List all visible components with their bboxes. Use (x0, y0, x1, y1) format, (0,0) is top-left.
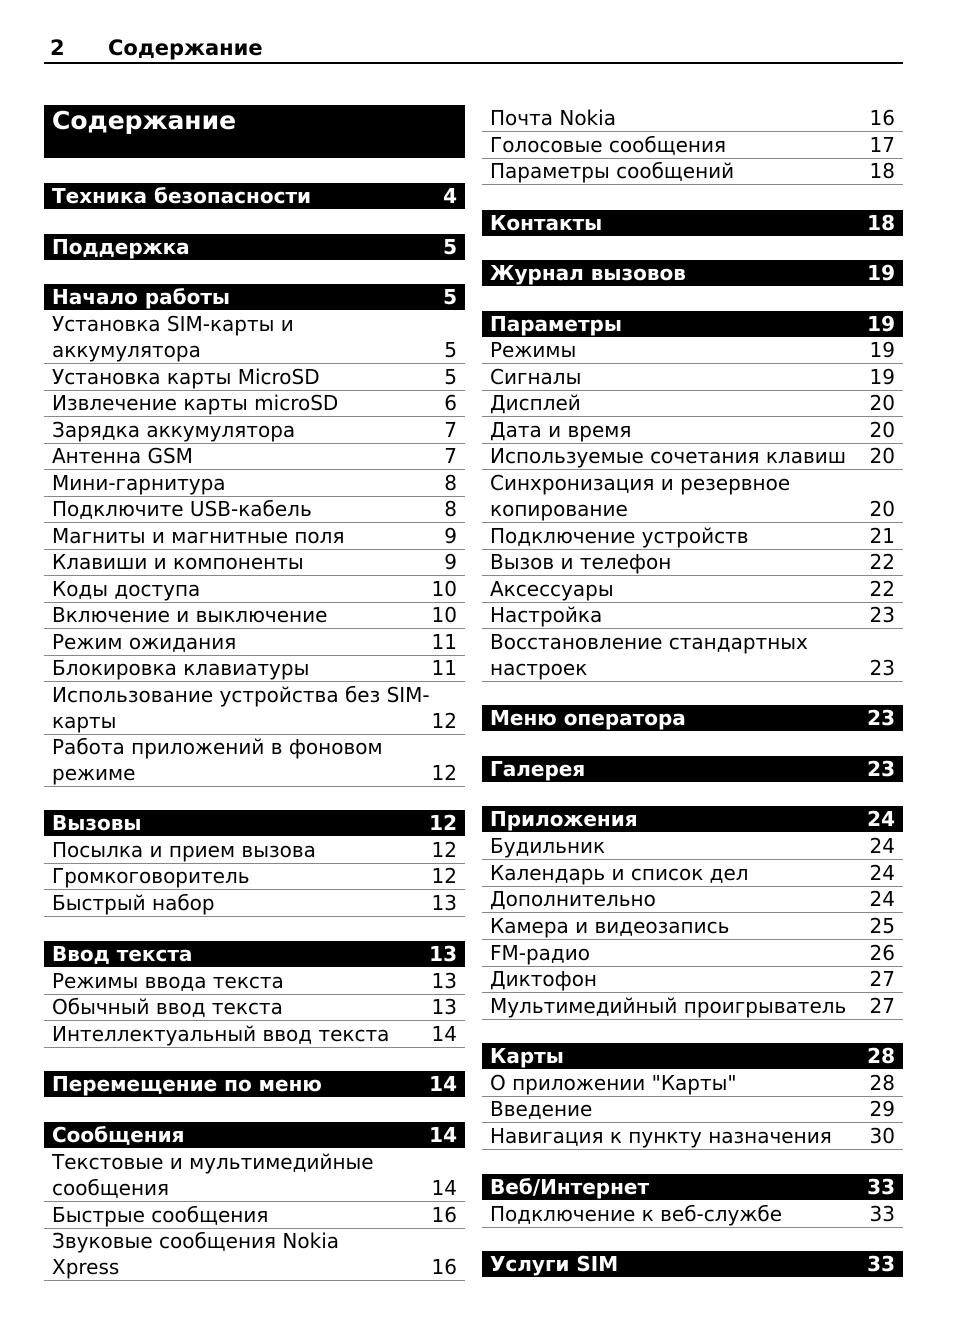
section-label: Сообщения (52, 1123, 185, 1147)
toc-entry[interactable] (44, 734, 465, 787)
entry-page-number: 12 (431, 838, 457, 862)
section-page-number: 19 (867, 312, 895, 336)
entry-page-number: 14 (431, 1022, 457, 1046)
entry-label-continued: Xpress (52, 1255, 120, 1279)
section-label: Меню оператора (490, 706, 686, 730)
entry-label: Режимы (490, 338, 577, 362)
entry-page-number: 9 (444, 524, 457, 548)
toc-entry[interactable] (44, 549, 465, 576)
page-number: 2 (50, 36, 65, 60)
entry-page-number: 9 (444, 550, 457, 574)
entry-label: Будильник (490, 834, 606, 858)
entry-page-number: 7 (444, 418, 457, 442)
toc-entry[interactable] (482, 993, 903, 1020)
section-label: Веб/Интернет (490, 1175, 650, 1199)
toc-section-heading[interactable] (44, 810, 465, 836)
entry-label-continued: настроек (490, 656, 588, 680)
entry-page-number: 16 (869, 106, 895, 130)
toc-entry[interactable] (482, 886, 903, 913)
toc-section-heading[interactable] (44, 183, 465, 209)
entry-label: Обычный ввод текста (52, 995, 283, 1019)
entry-label: Подключение устройств (490, 524, 749, 548)
toc-entry[interactable] (482, 1096, 903, 1123)
toc-section-heading[interactable] (482, 311, 903, 337)
entry-label: Установка SIM-карты и (52, 312, 294, 336)
toc-entry[interactable] (44, 682, 465, 735)
entry-label: Включение и выключение (52, 603, 328, 627)
toc-entry[interactable] (44, 629, 465, 656)
entry-page-number: 5 (444, 365, 457, 389)
entry-label: Восстановление стандартных (490, 630, 808, 654)
toc-entry[interactable] (44, 523, 465, 550)
section-page-number: 33 (867, 1175, 895, 1199)
entry-page-number: 11 (431, 656, 457, 680)
section-label: Вызовы (52, 811, 142, 835)
entry-page-number: 16 (431, 1203, 457, 1227)
entry-label: Звуковые сообщения Nokia (52, 1229, 340, 1253)
section-page-number: 33 (867, 1252, 895, 1276)
toc-entry[interactable] (482, 523, 903, 550)
entry-label: Посылка и прием вызова (52, 838, 316, 862)
toc-entry[interactable] (482, 549, 903, 576)
toc-entry[interactable] (44, 496, 465, 523)
toc-entry[interactable] (482, 364, 903, 391)
entry-label: Синхронизация и резервное (490, 471, 791, 495)
entry-page-number: 14 (431, 1176, 457, 1200)
entry-page-number: 27 (869, 994, 895, 1018)
entry-page-number: 5 (444, 338, 457, 362)
entry-label: Громкоговоритель (52, 864, 250, 888)
section-page-number: 5 (443, 285, 457, 309)
entry-page-number: 12 (431, 761, 457, 785)
toc-entry[interactable] (44, 1021, 465, 1048)
entry-page-number: 24 (869, 887, 895, 911)
toc-entry[interactable] (482, 390, 903, 417)
entry-page-number: 25 (869, 914, 895, 938)
toc-section-heading[interactable] (482, 1043, 903, 1069)
entry-page-number: 13 (431, 891, 457, 915)
entry-label: Текстовые и мультимедийные (52, 1150, 374, 1174)
entry-page-number: 18 (869, 159, 895, 183)
toc-section-heading[interactable] (482, 210, 903, 236)
section-page-number: 23 (867, 706, 895, 730)
section-label: Галерея (490, 757, 586, 781)
section-page-number: 14 (429, 1072, 457, 1096)
toc-entry[interactable] (482, 417, 903, 444)
entry-label: FM-радио (490, 941, 590, 965)
toc-entry[interactable] (44, 1149, 465, 1202)
toc-entry[interactable] (482, 1201, 903, 1228)
section-label: Параметры (490, 312, 622, 336)
entry-page-number: 8 (444, 471, 457, 495)
toc-entry[interactable] (482, 940, 903, 967)
entry-page-number: 20 (869, 391, 895, 415)
toc-entry[interactable] (44, 1228, 465, 1281)
entry-page-number: 6 (444, 391, 457, 415)
entry-page-number: 19 (869, 338, 895, 362)
entry-page-number: 30 (869, 1124, 895, 1148)
entry-label-continued: карты (52, 709, 117, 733)
toc-entry[interactable] (44, 890, 465, 917)
toc-entry[interactable] (482, 602, 903, 629)
toc-entry[interactable] (482, 105, 903, 132)
toc-section-heading[interactable] (44, 1122, 465, 1148)
section-page-number: 4 (443, 184, 457, 208)
toc-entry[interactable] (44, 364, 465, 391)
entry-label: Режим ожидания (52, 630, 237, 654)
section-label: Приложения (490, 807, 638, 831)
entry-label: Календарь и список дел (490, 861, 749, 885)
entry-label: Вызов и телефон (490, 550, 672, 574)
toc-section-heading[interactable] (482, 260, 903, 286)
entry-page-number: 16 (431, 1255, 457, 1279)
toc-entry[interactable] (44, 443, 465, 470)
toc-section-heading[interactable] (482, 1174, 903, 1200)
entry-label: Быстрый набор (52, 891, 215, 915)
toc-section-heading[interactable] (482, 1251, 903, 1277)
entry-label: Подключите USB-кабель (52, 497, 312, 521)
entry-label: Блокировка клавиатуры (52, 656, 310, 680)
entry-page-number: 8 (444, 497, 457, 521)
entry-label: Аксессуары (490, 577, 614, 601)
page-header (44, 34, 903, 64)
section-page-number: 23 (867, 757, 895, 781)
entry-page-number: 11 (431, 630, 457, 654)
toc-entry[interactable] (44, 311, 465, 364)
entry-label: О приложении "Карты" (490, 1071, 737, 1095)
toc-entry[interactable] (482, 443, 903, 470)
entry-label: Клавиши и компоненты (52, 550, 304, 574)
toc-entry[interactable] (482, 1070, 903, 1097)
entry-page-number: 10 (431, 577, 457, 601)
toc-section-heading[interactable] (482, 756, 903, 782)
entry-label: Дата и время (490, 418, 632, 442)
entry-label: Параметры сообщений (490, 159, 735, 183)
toc-title: Содержание (52, 106, 237, 135)
entry-label: Голосовые сообщения (490, 133, 726, 157)
entry-page-number: 19 (869, 365, 895, 389)
entry-page-number: 21 (869, 524, 895, 548)
entry-label: Мини-гарнитура (52, 471, 226, 495)
toc-entry[interactable] (44, 994, 465, 1021)
toc-entry[interactable] (44, 968, 465, 995)
entry-label: Навигация к пункту назначения (490, 1124, 832, 1148)
entry-label: Установка карты MicroSD (52, 365, 320, 389)
toc-entry[interactable] (482, 913, 903, 940)
entry-label: Подключение к веб-службе (490, 1202, 783, 1226)
entry-page-number: 26 (869, 941, 895, 965)
entry-page-number: 10 (431, 603, 457, 627)
entry-label-continued: сообщения (52, 1176, 170, 1200)
toc-entry[interactable] (44, 417, 465, 444)
toc-entry[interactable] (44, 390, 465, 417)
entry-page-number: 17 (869, 133, 895, 157)
toc-entry[interactable] (482, 629, 903, 682)
toc-entry[interactable] (482, 337, 903, 364)
section-page-number: 28 (867, 1044, 895, 1068)
section-label: Журнал вызовов (490, 261, 686, 285)
entry-label: Используемые сочетания клавиш (490, 444, 847, 468)
entry-label: Использование устройства без SIM- (52, 683, 430, 707)
toc-section-heading[interactable] (44, 941, 465, 967)
entry-label: Коды доступа (52, 577, 201, 601)
toc-section-heading[interactable] (482, 705, 903, 731)
entry-label: Зарядка аккумулятора (52, 418, 296, 442)
toc-entry[interactable] (482, 470, 903, 523)
section-label: Перемещение по меню (52, 1072, 322, 1096)
entry-label-continued: аккумулятора (52, 338, 201, 362)
section-page-number: 19 (867, 261, 895, 285)
section-label: Начало работы (52, 285, 231, 309)
toc-section-heading[interactable] (482, 806, 903, 832)
entry-label: Антенна GSM (52, 444, 193, 468)
entry-label: Дисплей (490, 391, 581, 415)
entry-page-number: 22 (869, 577, 895, 601)
entry-page-number: 22 (869, 550, 895, 574)
toc-entry[interactable] (482, 966, 903, 993)
entry-page-number: 27 (869, 967, 895, 991)
entry-page-number: 24 (869, 861, 895, 885)
entry-page-number: 33 (869, 1202, 895, 1226)
toc-entry[interactable] (482, 1123, 903, 1150)
section-label: Ввод текста (52, 942, 193, 966)
entry-page-number: 29 (869, 1097, 895, 1121)
toc-entry[interactable] (482, 576, 903, 603)
section-page-number: 13 (429, 942, 457, 966)
entry-label: Почта Nokia (490, 106, 616, 130)
entry-page-number: 20 (869, 497, 895, 521)
page-header-title: Содержание (108, 36, 263, 60)
entry-label: Работа приложений в фоновом (52, 735, 383, 759)
entry-label: Сигналы (490, 365, 582, 389)
toc-entry[interactable] (44, 576, 465, 603)
entry-page-number: 23 (869, 656, 895, 680)
toc-section-heading[interactable] (44, 1071, 465, 1097)
entry-label-continued: копирование (490, 497, 628, 521)
toc-entry[interactable] (482, 860, 903, 887)
toc-title-box (44, 105, 465, 158)
toc-entry[interactable] (44, 470, 465, 497)
entry-label: Интеллектуальный ввод текста (52, 1022, 390, 1046)
entry-label: Извлечение карты microSD (52, 391, 339, 415)
section-page-number: 12 (429, 811, 457, 835)
toc-entry[interactable] (44, 655, 465, 682)
entry-label: Камера и видеозапись (490, 914, 730, 938)
entry-label-continued: режиме (52, 761, 136, 785)
entry-page-number: 23 (869, 603, 895, 627)
entry-label: Режимы ввода текста (52, 969, 284, 993)
section-label: Услуги SIM (490, 1252, 619, 1276)
toc-entry[interactable] (482, 132, 903, 159)
toc-entry[interactable] (44, 1202, 465, 1229)
toc-entry[interactable] (44, 863, 465, 890)
entry-label: Магниты и магнитные поля (52, 524, 345, 548)
entry-page-number: 13 (431, 995, 457, 1019)
toc-entry[interactable] (44, 837, 465, 864)
entry-page-number: 24 (869, 834, 895, 858)
entry-page-number: 20 (869, 418, 895, 442)
entry-label: Введение (490, 1097, 593, 1121)
section-label: Контакты (490, 211, 603, 235)
section-page-number: 14 (429, 1123, 457, 1147)
entry-page-number: 20 (869, 444, 895, 468)
entry-label: Диктофон (490, 967, 598, 991)
entry-label: Дополнительно (490, 887, 656, 911)
section-label: Техника безопасности (52, 184, 312, 208)
toc-entry[interactable] (482, 833, 903, 860)
toc-section-heading[interactable] (44, 284, 465, 310)
entry-page-number: 12 (431, 864, 457, 888)
entry-label: Мультимедийный проигрыватель (490, 994, 847, 1018)
entry-page-number: 28 (869, 1071, 895, 1095)
entry-page-number: 13 (431, 969, 457, 993)
entry-label: Настройка (490, 603, 603, 627)
section-page-number: 24 (867, 807, 895, 831)
toc-entry[interactable] (44, 602, 465, 629)
entry-label: Быстрые сообщения (52, 1203, 269, 1227)
section-page-number: 18 (867, 211, 895, 235)
toc-section-heading[interactable] (44, 234, 465, 260)
entry-page-number: 7 (444, 444, 457, 468)
section-page-number: 5 (443, 235, 457, 259)
section-label: Карты (490, 1044, 564, 1068)
toc-entry[interactable] (482, 158, 903, 185)
section-label: Поддержка (52, 235, 190, 259)
entry-page-number: 12 (431, 709, 457, 733)
